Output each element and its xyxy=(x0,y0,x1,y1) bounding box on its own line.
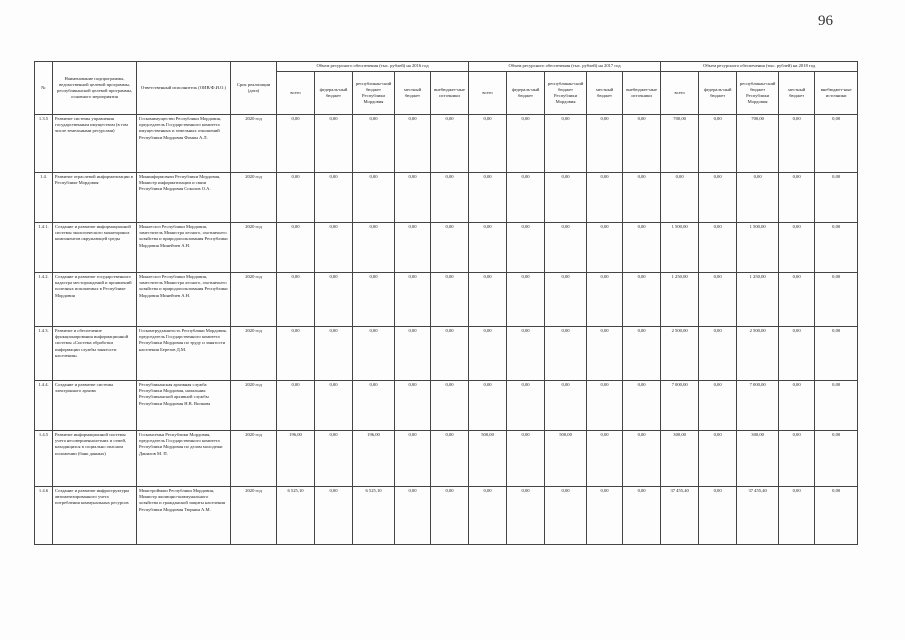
cell-value-2016: 0,00 xyxy=(431,223,469,273)
cell-value-2016: 0,00 xyxy=(395,327,431,381)
cell-value-2016: 0,00 xyxy=(277,223,315,273)
cell-value-2017: 0,00 xyxy=(623,487,661,545)
cell-value-2017: 0,00 xyxy=(507,273,545,327)
header-no: № xyxy=(35,62,53,115)
cell-no: 1.4.1. xyxy=(35,223,53,273)
cell-value-2016: 0,00 xyxy=(431,115,469,173)
cell-value-2016: 0,00 xyxy=(431,173,469,223)
cell-name: Создание и развитие инфраструктуры автоматизированного учета потребления коммунальных ресурсов xyxy=(53,487,137,545)
cell-value-2016: 0,00 xyxy=(431,273,469,327)
header-group-2017: Объем ресурсного обеспечения (тыс. рублей) на 2017 год xyxy=(469,62,661,72)
cell-responsible: Мининформсвязи Республики Мордовия, Министр информатизации и связи Республики Мордовия Соколов О.А. xyxy=(137,173,231,223)
cell-value-2018: 0,00 xyxy=(815,115,858,173)
subheader-2017-4: внебюджет-ные источники xyxy=(623,72,661,115)
cell-value-2017: 0,00 xyxy=(507,327,545,381)
cell-value-2016: 196,00 xyxy=(353,431,395,487)
cell-value-2018: 300,00 xyxy=(737,431,779,487)
table-row xyxy=(35,115,858,173)
cell-value-2016: 0,00 xyxy=(395,431,431,487)
cell-value-2016: 0,00 xyxy=(315,115,353,173)
cell-value-2018: 0,00 xyxy=(815,173,858,223)
cell-value-2017: 0,00 xyxy=(623,381,661,431)
cell-value-2018: 0,00 xyxy=(699,381,737,431)
cell-value-2017: 0,00 xyxy=(587,487,623,545)
cell-value-2018: 0,00 xyxy=(699,273,737,327)
cell-term: 2020 год xyxy=(231,431,277,487)
table-row xyxy=(35,327,858,381)
subheader-2017-3: местный бюджет xyxy=(587,72,623,115)
cell-value-2017: 0,00 xyxy=(545,273,587,327)
cell-value-2018: 0,00 xyxy=(779,487,815,545)
cell-value-2016: 0,00 xyxy=(315,223,353,273)
cell-responsible: Минлесхоз Республики Мордовия, заместитель Министра лесного, охотничьего хозяйства и природопользования Республики Мордовия Минейчев А.Н. xyxy=(137,273,231,327)
cell-value-2017: 0,00 xyxy=(623,223,661,273)
cell-value-2018: 0,00 xyxy=(779,381,815,431)
cell-no: 1.4.2. xyxy=(35,273,53,327)
cell-value-2017: 0,00 xyxy=(587,223,623,273)
cell-value-2018: 0,00 xyxy=(699,173,737,223)
cell-value-2017: 0,00 xyxy=(507,223,545,273)
table-row xyxy=(35,381,858,431)
cell-value-2016: 0,00 xyxy=(431,431,469,487)
cell-value-2018: 0,00 xyxy=(815,223,858,273)
cell-value-2018: 0,00 xyxy=(815,327,858,381)
cell-value-2016: 196,00 xyxy=(277,431,315,487)
cell-term: 2020 год xyxy=(231,115,277,173)
cell-value-2018: 1 500,00 xyxy=(737,223,779,273)
cell-term: 2020 год xyxy=(231,173,277,223)
cell-value-2017: 500,00 xyxy=(469,431,507,487)
cell-value-2016: 0,00 xyxy=(277,273,315,327)
cell-value-2016: 0,00 xyxy=(395,173,431,223)
cell-value-2018: 300,00 xyxy=(661,431,699,487)
cell-value-2017: 0,00 xyxy=(587,381,623,431)
cell-value-2016: 0,00 xyxy=(315,431,353,487)
table-row xyxy=(35,273,858,327)
cell-value-2018: 0,00 xyxy=(699,431,737,487)
table-row xyxy=(35,173,858,223)
cell-no: 1.4. xyxy=(35,173,53,223)
cell-value-2017: 0,00 xyxy=(469,223,507,273)
cell-value-2016: 0,00 xyxy=(315,273,353,327)
cell-value-2016: 0,00 xyxy=(353,327,395,381)
cell-value-2018: 0,00 xyxy=(699,327,737,381)
cell-value-2016: 0,00 xyxy=(277,381,315,431)
header-term: Срок реализации (дата) xyxy=(231,62,277,115)
cell-value-2018: 37 455,40 xyxy=(661,487,699,545)
cell-value-2018: 2 500,00 xyxy=(661,327,699,381)
cell-value-2018: 0,00 xyxy=(779,327,815,381)
cell-value-2017: 0,00 xyxy=(623,173,661,223)
subheader-2016-4: внебюджет-ные источники xyxy=(431,72,469,115)
cell-term: 2020 год xyxy=(231,223,277,273)
cell-value-2016: 0,00 xyxy=(431,381,469,431)
header-row-groups xyxy=(35,62,858,72)
cell-value-2018: 0,00 xyxy=(661,173,699,223)
cell-value-2016: 0,00 xyxy=(431,327,469,381)
subheader-2017-2: республикан-ский бюджет Республики Мордовия xyxy=(545,72,587,115)
cell-value-2018: 37 455,40 xyxy=(737,487,779,545)
cell-value-2017: 0,00 xyxy=(469,115,507,173)
subheader-2016-0: всего xyxy=(277,72,315,115)
cell-responsible: Госкомимущество Республики Мордовия, председатель Государственного комитета имущественных и земельных отношений Республики Мордовия Фомин А.Л. xyxy=(137,115,231,173)
cell-value-2016: 0,00 xyxy=(395,223,431,273)
cell-name: Развитие информационной системы учета несовершеннолетних и семей, находящихся в социально опасном положении (банк данных) xyxy=(53,431,137,487)
page-number: 96 xyxy=(818,13,833,29)
cell-value-2018: 700,00 xyxy=(737,115,779,173)
cell-value-2017: 0,00 xyxy=(545,223,587,273)
cell-value-2016: 0,00 xyxy=(353,273,395,327)
cell-value-2016: 0,00 xyxy=(353,381,395,431)
cell-value-2017: 0,00 xyxy=(545,327,587,381)
cell-name: Развитие системы управления государственным имуществом (в том числе земельными ресурсами) xyxy=(53,115,137,173)
cell-value-2017: 0,00 xyxy=(469,487,507,545)
cell-value-2018: 0,00 xyxy=(779,273,815,327)
cell-term: 2020 год xyxy=(231,273,277,327)
cell-value-2017: 0,00 xyxy=(545,173,587,223)
subheader-2018-3: местный бюджет xyxy=(779,72,815,115)
cell-value-2016: 0,00 xyxy=(353,173,395,223)
subheader-2018-0: всего xyxy=(661,72,699,115)
cell-value-2018: 0,00 xyxy=(779,431,815,487)
cell-value-2016: 0,00 xyxy=(277,115,315,173)
cell-no: 1.4.5 xyxy=(35,431,53,487)
subheader-2017-0: всего xyxy=(469,72,507,115)
subheader-2018-2: республикан-ский бюджет Республики Мордовия xyxy=(737,72,779,115)
resource-table xyxy=(34,61,858,545)
cell-no: 1.4.6 xyxy=(35,487,53,545)
cell-term: 2020 год xyxy=(231,327,277,381)
cell-no: 1.4.3. xyxy=(35,327,53,381)
table-row xyxy=(35,431,858,487)
table-body xyxy=(35,115,858,545)
cell-value-2016: 0,00 xyxy=(315,487,353,545)
cell-term: 2020 год xyxy=(231,381,277,431)
cell-value-2018: 2 500,00 xyxy=(737,327,779,381)
cell-value-2016: 6 525,10 xyxy=(353,487,395,545)
cell-value-2018: 0,00 xyxy=(737,173,779,223)
cell-value-2018: 700,00 xyxy=(661,115,699,173)
cell-name: Развитие и обеспечение функционирования информационной системы «Система обработки информации службы занятости населения» xyxy=(53,327,137,381)
cell-value-2017: 0,00 xyxy=(507,381,545,431)
cell-value-2018: 0,00 xyxy=(779,115,815,173)
cell-value-2017: 0,00 xyxy=(587,327,623,381)
cell-value-2016: 0,00 xyxy=(315,173,353,223)
cell-value-2017: 0,00 xyxy=(507,431,545,487)
header-name: Наименование подпрограммы, ведомственной целевой программы, республиканской целевой программы, основного мероприятия xyxy=(53,62,137,115)
cell-value-2018: 0,00 xyxy=(699,223,737,273)
cell-value-2018: 0,00 xyxy=(699,487,737,545)
cell-value-2017: 0,00 xyxy=(587,115,623,173)
cell-value-2017: 0,00 xyxy=(469,327,507,381)
cell-value-2018: 1 250,00 xyxy=(737,273,779,327)
header-group-2018: Объем ресурсного обеспечения (тыс. рублей) на 2018 год xyxy=(661,62,858,72)
cell-value-2016: 0,00 xyxy=(353,115,395,173)
cell-value-2016: 0,00 xyxy=(315,327,353,381)
cell-value-2017: 0,00 xyxy=(587,273,623,327)
cell-value-2017: 500,00 xyxy=(545,431,587,487)
subheader-2017-1: федераль-ный бюджет xyxy=(507,72,545,115)
cell-value-2017: 0,00 xyxy=(623,273,661,327)
cell-no: 1.3.5 xyxy=(35,115,53,173)
header-responsible: Ответственный исполнитель (ОИВ/Ф.И.О.) xyxy=(137,62,231,115)
cell-term: 2020 год xyxy=(231,487,277,545)
header-group-2016: Объем ресурсного обеспечения (тыс. рублей) на 2016 год xyxy=(277,62,469,72)
cell-value-2016: 0,00 xyxy=(395,487,431,545)
table-row xyxy=(35,487,858,545)
cell-value-2016: 6 525,10 xyxy=(277,487,315,545)
cell-value-2016: 0,00 xyxy=(395,381,431,431)
subheader-2016-3: местный бюджет xyxy=(395,72,431,115)
cell-value-2018: 7 000,00 xyxy=(661,381,699,431)
cell-name: Создание и развитие государственного кадастра месторождений и проявлений полезных ископаемых в Республике Мордовия xyxy=(53,273,137,327)
cell-value-2018: 0,00 xyxy=(815,487,858,545)
cell-responsible: Минстроймаш Республики Мордовия, Министр жилищно-коммунального хозяйства и гражданской защиты населения Республики Мордовия Тюрнин А.М. xyxy=(137,487,231,545)
cell-value-2017: 0,00 xyxy=(545,115,587,173)
cell-value-2016: 0,00 xyxy=(395,115,431,173)
cell-value-2016: 0,00 xyxy=(395,273,431,327)
cell-value-2017: 0,00 xyxy=(545,487,587,545)
cell-value-2018: 0,00 xyxy=(815,381,858,431)
cell-value-2016: 0,00 xyxy=(277,327,315,381)
cell-name: Создание и развитие системы электронного архива xyxy=(53,381,137,431)
table-row xyxy=(35,223,858,273)
cell-value-2017: 0,00 xyxy=(623,431,661,487)
cell-value-2016: 0,00 xyxy=(353,223,395,273)
cell-value-2017: 0,00 xyxy=(469,173,507,223)
cell-value-2017: 0,00 xyxy=(507,173,545,223)
cell-value-2016: 0,00 xyxy=(431,487,469,545)
cell-value-2018: 0,00 xyxy=(779,173,815,223)
cell-value-2018: 0,00 xyxy=(779,223,815,273)
cell-value-2018: 0,00 xyxy=(815,273,858,327)
cell-value-2017: 0,00 xyxy=(507,487,545,545)
cell-value-2017: 0,00 xyxy=(623,327,661,381)
cell-value-2018: 0,00 xyxy=(815,431,858,487)
cell-value-2017: 0,00 xyxy=(469,381,507,431)
cell-name: Развитие отраслевой информатизации в Республике Мордовия xyxy=(53,173,137,223)
cell-responsible: Госкомсемья Республики Мордовия, председатель Государственного комитета Республики Мордовия по делам молодежи Данилов М. П. xyxy=(137,431,231,487)
cell-name: Создание и развитие информационной системы экологического мониторинга компонентов окружающей среды xyxy=(53,223,137,273)
cell-value-2016: 0,00 xyxy=(315,381,353,431)
subheader-2018-1: федераль-ный бюджет xyxy=(699,72,737,115)
cell-value-2018: 1 500,00 xyxy=(661,223,699,273)
subheader-2016-2: республикан-ский бюджет Республики Мордовия xyxy=(353,72,395,115)
cell-responsible: Минлесхоз Республики Мордовия, заместитель Министра лесного, охотничьего хозяйства и природопользования Республики Мордовия Минейчев А.Н. xyxy=(137,223,231,273)
cell-value-2017: 0,00 xyxy=(623,115,661,173)
cell-value-2018: 0,00 xyxy=(699,115,737,173)
subheader-2016-1: федераль-ный бюджет xyxy=(315,72,353,115)
cell-responsible: Госкомтрудзанятость Республики Мордовия, председатель Государственного комитета Республики Мордовия по труду и занятости населения Березов Д.М. xyxy=(137,327,231,381)
cell-value-2018: 7 000,00 xyxy=(737,381,779,431)
cell-value-2017: 0,00 xyxy=(469,273,507,327)
cell-value-2017: 0,00 xyxy=(587,173,623,223)
cell-value-2017: 0,00 xyxy=(545,381,587,431)
cell-responsible: Республиканская архивная служба Республики Мордовия, начальник Республиканской архивной службы Республики Мордовия Н.В. Вилкова xyxy=(137,381,231,431)
subheader-2018-4: внебюджет-ные источники xyxy=(815,72,858,115)
cell-value-2016: 0,00 xyxy=(277,173,315,223)
cell-value-2018: 1 250,00 xyxy=(661,273,699,327)
cell-value-2017: 0,00 xyxy=(587,431,623,487)
cell-value-2017: 0,00 xyxy=(507,115,545,173)
cell-no: 1.4.4. xyxy=(35,381,53,431)
